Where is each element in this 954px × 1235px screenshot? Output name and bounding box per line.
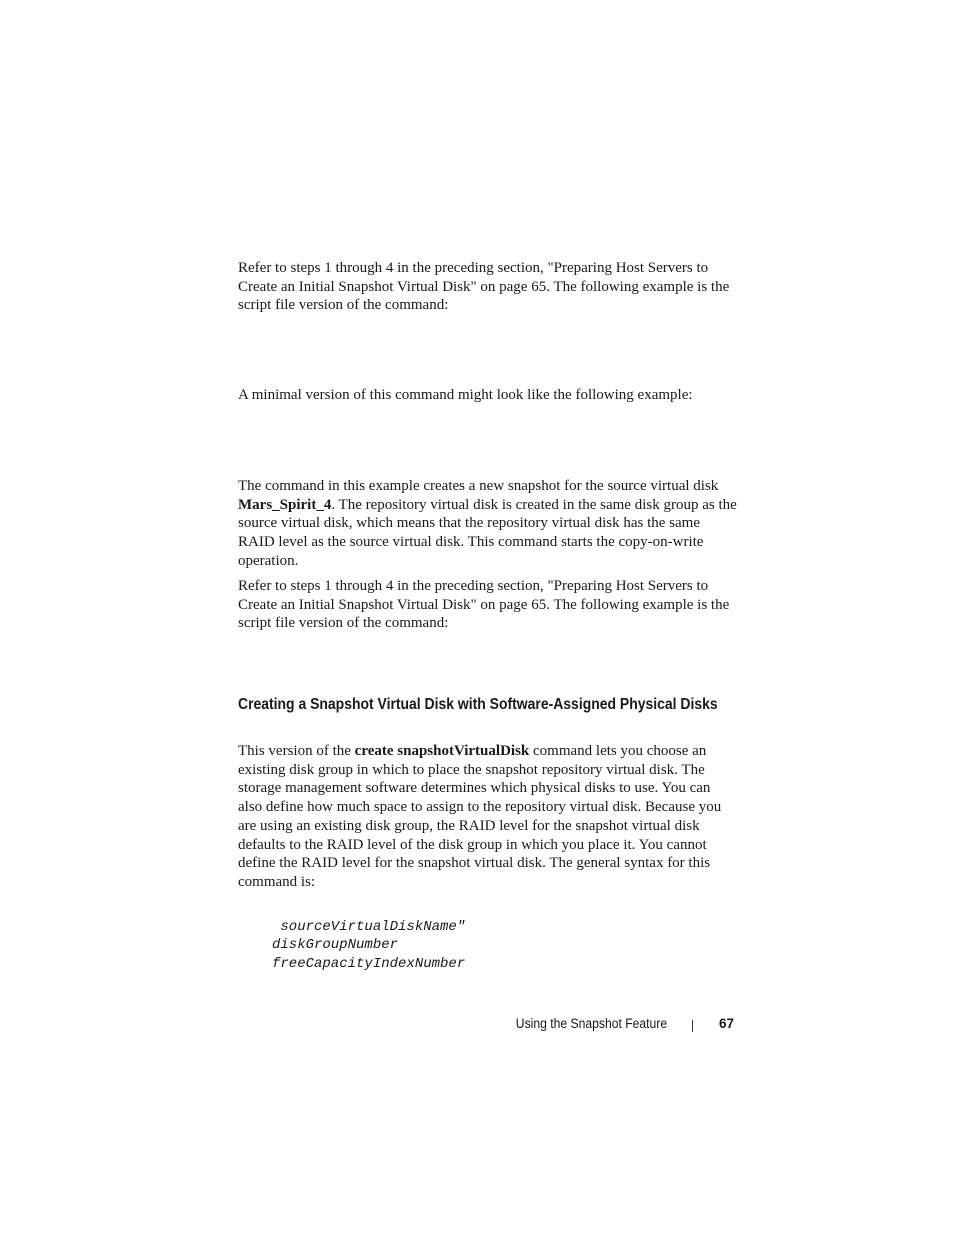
paragraph-section-body	[238, 742, 738, 892]
syntax-line-1: sourceVirtualDiskName"	[272, 919, 466, 935]
p3-text-end: . The repository virtual disk is created in the same disk group as the source virtual disk, which means that the repository virtual disk has the same RAID level as the source virtual disk. This command starts the copy-on-write operation.	[238, 496, 737, 569]
syntax-line-3: freeCapacityIndexNumber	[272, 956, 466, 972]
paragraph-refer-steps-2: Refer to steps 1 through 4 in the preceding section, "Preparing Host Servers to Create an Initial Snapshot Virtual Disk" on page 65. The following example is the script file version of the command:	[238, 578, 730, 632]
syntax-line-2: diskGroupNumber	[272, 937, 399, 953]
paragraph-minimal-version: A minimal version of this command might look like the following example:	[238, 387, 693, 403]
disk-name-bold: Mars_Spirit_4	[238, 496, 332, 513]
section-heading: Creating a Snapshot Virtual Disk with Software-Assigned Physical Disks	[238, 696, 718, 713]
section-text-end: command lets you choose an existing disk group in which to place the snapshot repository virtual disk. The storage management software determines which physical disks to use. You can also define how much space to assign to the repository virtual disk. Because you are using an existing disk group, the RAID level for the snapshot virtual disk defaults to the RAID level of the disk group in which you place it. You cannot define the RAID level for the snapshot virtual disk. The general syntax for this command is:	[238, 743, 722, 890]
paragraph-command-example	[238, 477, 738, 571]
section-text-start: This version of the	[238, 743, 355, 759]
page-number: 67	[718, 1016, 734, 1031]
paragraph-refer-steps-1: Refer to steps 1 through 4 in the preceding section, "Preparing Host Servers to Create an Initial Snapshot Virtual Disk" on page 65. The following example is the script file version of the command:	[238, 260, 730, 314]
footer-chapter-title: Using the Snapshot Feature	[515, 1016, 667, 1031]
command-name-bold: create snapshotVirtualDisk	[354, 743, 530, 759]
footer-separator	[692, 1020, 693, 1032]
page-footer	[0, 1016, 734, 1034]
p3-text-start: The command in this example creates a new snapshot for the source virtual disk	[238, 478, 719, 494]
